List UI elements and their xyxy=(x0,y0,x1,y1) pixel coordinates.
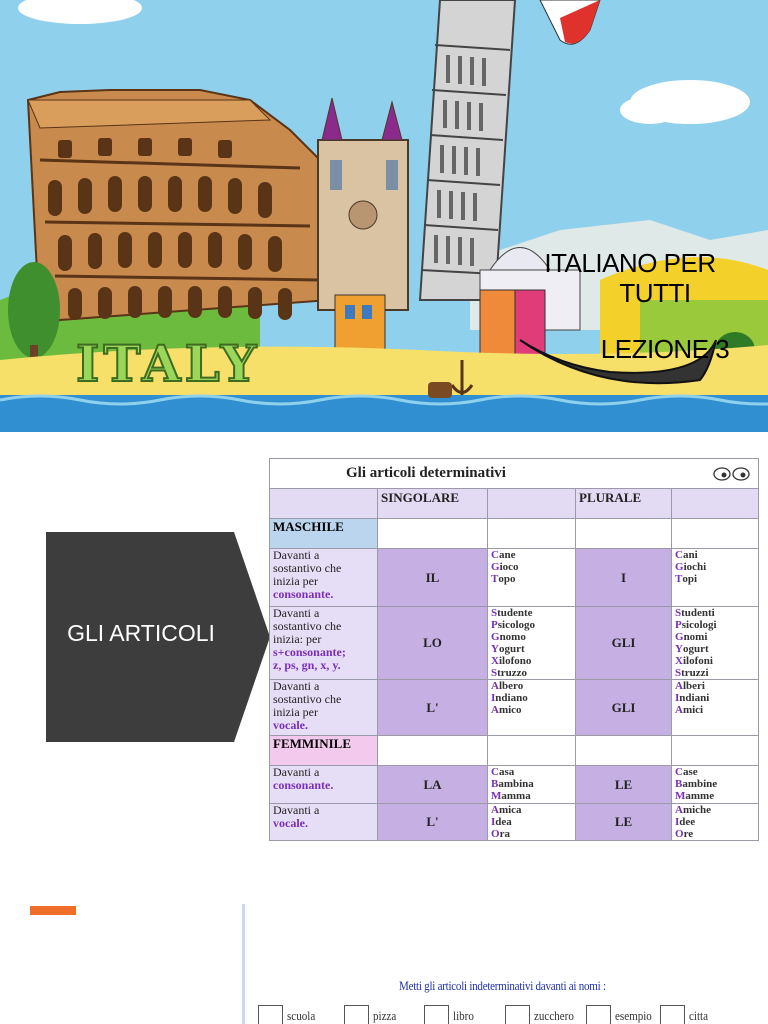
exercise-word: esempio xyxy=(615,1008,652,1023)
table-row xyxy=(270,607,759,680)
word: Studenti xyxy=(675,607,715,619)
singular-examples xyxy=(488,766,576,804)
exercise-instruction: Metti gli articoli indeterminativi davanti ai nomi : xyxy=(399,978,606,993)
answer-box[interactable] xyxy=(258,1005,283,1024)
word: Cane xyxy=(491,549,516,561)
header-empty xyxy=(270,489,378,519)
header-empty xyxy=(672,489,759,519)
word: Mamma xyxy=(491,790,531,802)
exercise-item xyxy=(505,1004,581,1024)
word-initial: B xyxy=(491,778,499,790)
word: Amico xyxy=(491,704,522,716)
table-row xyxy=(270,680,759,736)
word: Psicologi xyxy=(675,619,717,631)
rule-text: sostantivo che xyxy=(273,692,342,706)
answer-box[interactable] xyxy=(660,1005,685,1024)
rule-text: Davanti a xyxy=(273,679,320,693)
rule-highlight: z, ps, gn, x, y. xyxy=(273,658,341,672)
word-initial: C xyxy=(675,766,683,778)
word: Psicologo xyxy=(491,619,536,631)
word: Amica xyxy=(491,804,522,816)
empty-cell xyxy=(576,519,672,549)
rule-text: Davanti a xyxy=(273,803,320,817)
singular-article: LA xyxy=(378,766,488,804)
rule-text: Davanti a xyxy=(273,606,320,620)
word-initial: P xyxy=(491,619,498,631)
singular-examples xyxy=(488,607,576,680)
word-initial: T xyxy=(491,573,499,585)
rule-text: Davanti a xyxy=(273,548,320,562)
exercise-word: scuola xyxy=(287,1008,316,1023)
word-initial: G xyxy=(675,561,684,573)
exercise-item xyxy=(424,1004,478,1024)
cover-subtitle: LEZIONE 3 xyxy=(600,334,730,364)
empty-cell xyxy=(488,736,576,766)
word: Alberi xyxy=(675,680,705,692)
word-initial: S xyxy=(675,607,682,619)
word-initial: G xyxy=(491,631,500,643)
rule-text: Davanti a xyxy=(273,765,320,779)
word-initial: A xyxy=(491,804,499,816)
word-initial: I xyxy=(491,692,496,704)
plural-examples xyxy=(672,549,759,607)
exercise-word: citta xyxy=(689,1008,709,1023)
word-initial: T xyxy=(675,573,683,585)
exercise-item xyxy=(660,1004,711,1024)
word-initial: B xyxy=(675,778,683,790)
empty-cell xyxy=(378,736,488,766)
word: Yogurt xyxy=(491,643,525,655)
rule-text: sostantivo che xyxy=(273,561,342,575)
answer-box[interactable] xyxy=(505,1005,530,1024)
rule-highlight: s+consonante; xyxy=(273,645,346,659)
singular-article: IL xyxy=(378,549,488,607)
articles-slide xyxy=(0,432,768,864)
word-initial: Y xyxy=(675,643,683,655)
word: Amiche xyxy=(675,804,712,816)
answer-box[interactable] xyxy=(586,1005,611,1024)
word: Albero xyxy=(491,680,524,692)
rule-text: inizia per xyxy=(273,574,318,588)
rule-description xyxy=(270,549,378,607)
table-row xyxy=(270,804,759,841)
word: Bambine xyxy=(675,778,718,790)
word-initial: I xyxy=(675,692,680,704)
word-initial: C xyxy=(491,549,499,561)
exercise-word: libro xyxy=(453,1008,474,1023)
word-initial: I xyxy=(491,816,496,828)
word: Indiani xyxy=(675,692,710,704)
word-initial: Y xyxy=(491,643,499,655)
cover-title-line-1: ITALIANO PER xyxy=(544,248,716,278)
word: Giochi xyxy=(675,561,707,573)
word: Topo xyxy=(491,573,516,585)
plural-article: LE xyxy=(576,804,672,841)
articles-table xyxy=(269,458,759,841)
eyes-icon xyxy=(712,466,752,482)
rule-highlight: consonante. xyxy=(273,587,334,601)
word-initial: A xyxy=(491,680,499,692)
plural-article: LE xyxy=(576,766,672,804)
word: Struzzi xyxy=(675,667,709,679)
word-initial: A xyxy=(675,680,683,692)
word: Ore xyxy=(675,828,694,840)
word-initial: S xyxy=(491,607,498,619)
cover-title-line-2: TUTTI xyxy=(619,278,691,308)
table-row xyxy=(270,549,759,607)
word-initial: O xyxy=(675,828,684,840)
word-initial: O xyxy=(491,828,500,840)
cover-slide xyxy=(0,0,768,432)
word: Indiano xyxy=(491,692,528,704)
word: Gioco xyxy=(491,561,519,573)
word-initial: C xyxy=(491,766,499,778)
masculine-label: MASCHILE xyxy=(270,519,378,549)
empty-cell xyxy=(672,736,759,766)
empty-cell xyxy=(672,519,759,549)
singular-article: L' xyxy=(378,804,488,841)
plural-examples xyxy=(672,766,759,804)
rule-description xyxy=(270,680,378,736)
accent-bar xyxy=(30,906,76,915)
singular-article: L' xyxy=(378,680,488,736)
word: Yogurt xyxy=(675,643,709,655)
word: Amici xyxy=(675,704,704,716)
italy-sign: ITALY xyxy=(76,334,261,393)
empty-cell xyxy=(378,519,488,549)
word: Gnomo xyxy=(491,631,526,643)
word: Idea xyxy=(491,816,512,828)
exercise-slide xyxy=(0,864,768,1024)
plural-examples xyxy=(672,680,759,736)
word-initial: G xyxy=(675,631,684,643)
word: Ora xyxy=(491,828,510,840)
header-empty xyxy=(488,489,576,519)
plural-examples xyxy=(672,607,759,680)
word-initial: A xyxy=(675,704,683,716)
rule-text: inizia: per xyxy=(273,632,322,646)
word-initial: X xyxy=(491,655,499,667)
word: Mamme xyxy=(675,790,715,802)
word: Idee xyxy=(675,816,696,828)
word-initial: S xyxy=(491,667,498,679)
plural-article: I xyxy=(576,549,672,607)
singular-article: LO xyxy=(378,607,488,680)
exercise-item xyxy=(344,1004,400,1024)
word: Bambina xyxy=(491,778,534,790)
word-initial: G xyxy=(491,561,500,573)
word-initial: A xyxy=(675,804,683,816)
word-initial: P xyxy=(675,619,682,631)
word-initial: M xyxy=(675,790,686,802)
word-initial: A xyxy=(491,704,499,716)
word: Gnomi xyxy=(675,631,708,643)
answer-box[interactable] xyxy=(424,1005,449,1024)
word: Struzzo xyxy=(491,667,528,679)
word-initial: S xyxy=(675,667,682,679)
empty-cell xyxy=(488,519,576,549)
table-row xyxy=(270,766,759,804)
rule-description xyxy=(270,804,378,841)
header-plural: PLURALE xyxy=(576,489,672,519)
feminine-label: FEMMINILE xyxy=(270,736,378,766)
header-singular: SINGOLARE xyxy=(378,489,488,519)
exercise-item xyxy=(586,1004,658,1024)
word: Case xyxy=(675,766,698,778)
section-label: GLI ARTICOLI xyxy=(67,620,215,646)
plural-article: GLI xyxy=(576,607,672,680)
plural-examples xyxy=(672,804,759,841)
word: Cani xyxy=(675,549,698,561)
exercise-item xyxy=(258,1004,320,1024)
singular-examples xyxy=(488,680,576,736)
rule-text: sostantivo che xyxy=(273,619,342,633)
rule-highlight: vocale. xyxy=(273,816,308,830)
rule-description xyxy=(270,766,378,804)
word: Xilofono xyxy=(491,655,532,667)
word: Topi xyxy=(675,573,698,585)
word: Xilofoni xyxy=(675,655,713,667)
empty-cell xyxy=(576,736,672,766)
rule-description xyxy=(270,607,378,680)
rule-highlight: vocale. xyxy=(273,718,308,732)
table-title: Gli articoli determinativi xyxy=(270,459,759,489)
word: Studente xyxy=(491,607,533,619)
singular-examples xyxy=(488,549,576,607)
singular-examples xyxy=(488,804,576,841)
rule-text: inizia per xyxy=(273,705,318,719)
exercise-word: pizza xyxy=(373,1008,397,1023)
word-initial: I xyxy=(675,816,680,828)
answer-box[interactable] xyxy=(344,1005,369,1024)
plural-article: GLI xyxy=(576,680,672,736)
word-initial: M xyxy=(491,790,502,802)
exercise-word: zucchero xyxy=(534,1008,574,1023)
rule-highlight: consonante. xyxy=(273,778,334,792)
word-initial: X xyxy=(675,655,683,667)
word-initial: C xyxy=(675,549,683,561)
word: Casa xyxy=(491,766,515,778)
